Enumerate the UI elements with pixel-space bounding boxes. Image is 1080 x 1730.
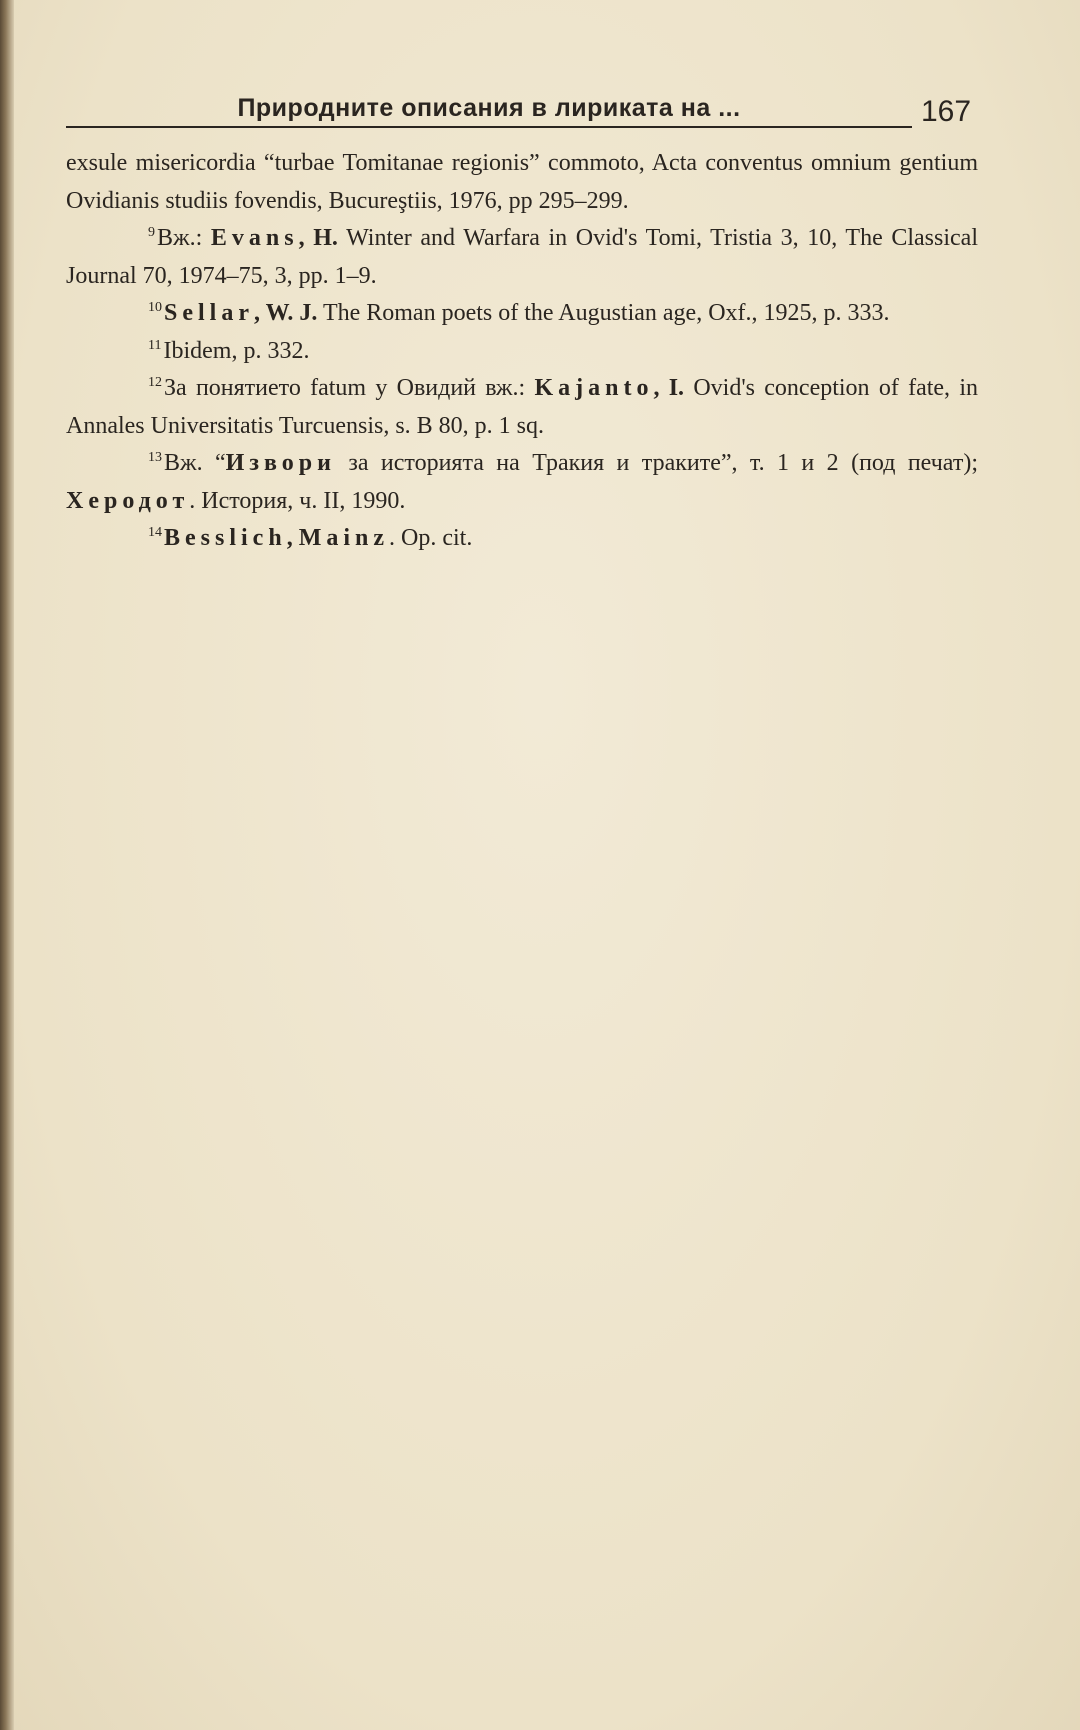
footnote-author: Evans [210,225,299,251]
footnote-author: Kajanto [534,375,654,401]
footnote-10: $^{10}$Sellar, W. J. The Roman poets of the Augustian age, Oxf., 1925, p. 333. [148,300,890,326]
footnote-source-title: Извори [225,450,336,476]
footnote-9: $^9$Вж.: Evans, H. Winter and Warfara in Ovid's Tomi, Tristia 3, 10, The Classical Journal 70, 1974–75, 3, pp. 1–9. [66,225,978,289]
footnote-number: 14 [148,525,162,540]
footnote-continuation: exsule misericordia “turbae Tomitanae regionis” commoto, Acta conventus omnium gentium Ovidianis studiis fovendis, Bucureştiis, 1976, pp 295–299. [66,150,978,214]
footnote-13: $^{13}$Вж. “Извори за историята на Тракия и траките”, т. 1 и 2 (под печат); Херодот. История, ч. II, 1990. [66,450,978,514]
footnote-number: 12 [148,375,162,390]
footnotes-block [66,145,978,558]
footnote-number: 13 [148,450,162,465]
footnote-author: Mainz [298,525,390,551]
running-title: Природните описания в лириката на ... [66,92,912,128]
footnote-12: $^{12}$За понятието fatum у Овидий вж.: Kajanto, I. Ovid's conception of fate, in Annales Universitatis Turcuensis, s. B 80, p. 1 sq. [66,375,978,439]
footnote-author: Sellar [164,300,254,326]
page-header [66,92,978,132]
book-spine-shadow [0,0,14,1730]
footnote-11: $^{11}$Ibidem, p. 332. [148,337,310,364]
footnote-author: Besslich [164,525,287,551]
footnote-author: Херодот [66,487,190,514]
page-number: 167 [921,95,972,128]
footnote-14: $^{14}$Besslich, Mainz. Op. cit. [148,525,473,551]
footnote-number: 9 [148,225,155,240]
footnote-number: 11 [148,337,162,353]
footnote-number: 10 [148,300,162,315]
